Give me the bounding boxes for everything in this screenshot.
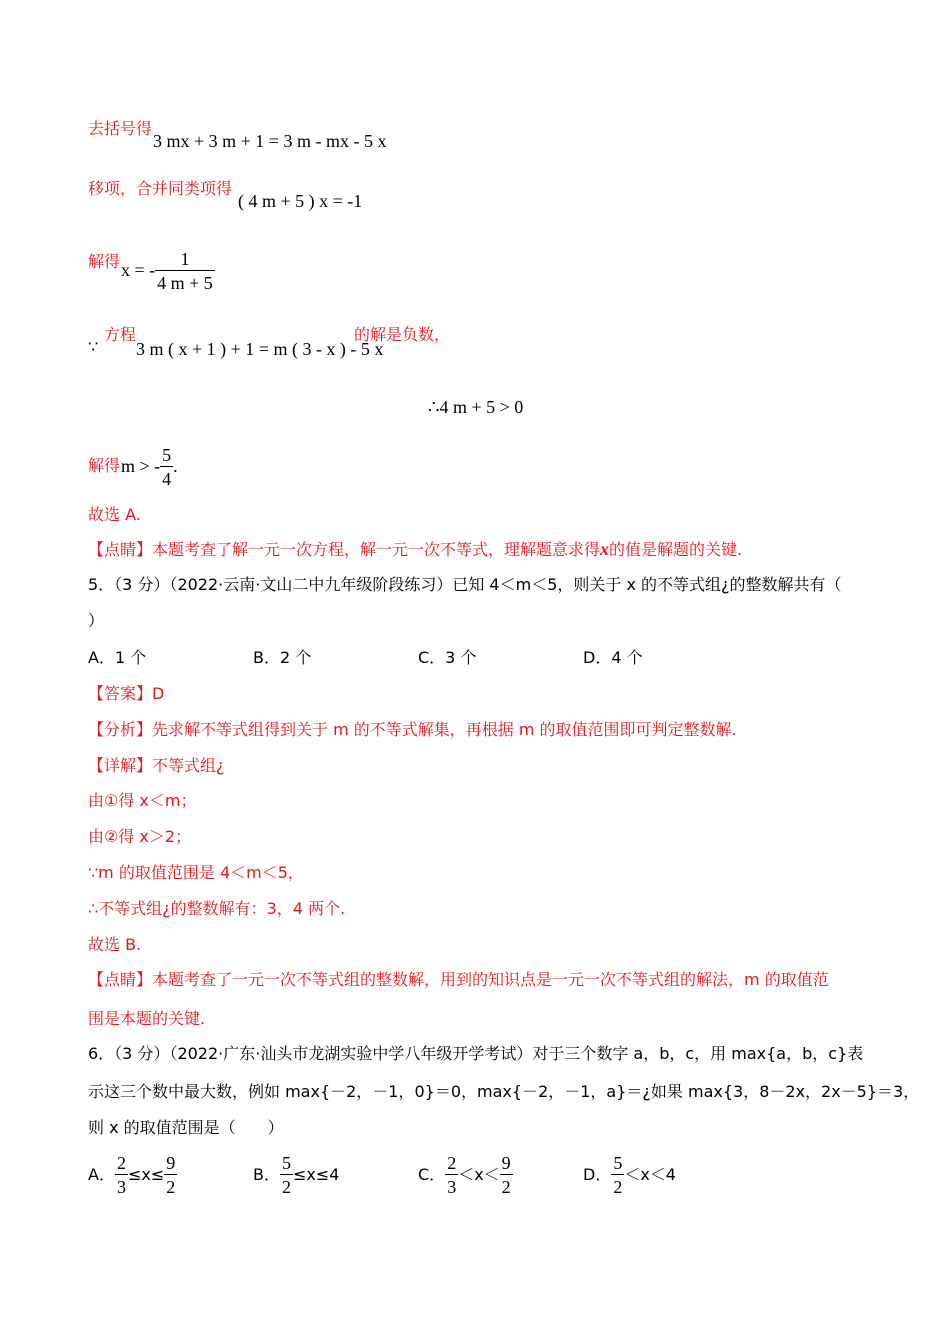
comment-post: 的值是解题的关键. <box>609 540 743 559</box>
q5-detail-line4: ∴不等式组¿的整数解有：3，4 两个. <box>88 899 346 918</box>
q6-a-label: A． <box>88 1165 115 1184</box>
q5-comment-line1 <box>88 969 829 991</box>
q6-stem-line2: 示这三个数中最大数，例如 max{－2，－1，0}＝0，max{－2，－1，a}＝¿如果 max{3，8－2x，2x－5}＝3， <box>88 1082 920 1101</box>
q6-b-frac1 <box>280 1152 293 1199</box>
q6-c-num1: 2 <box>447 1153 457 1173</box>
q5-analysis <box>88 719 737 741</box>
step1-equation: 3 mx + 3 m + 1 = 3 m - mx - 5 x <box>153 131 387 151</box>
q6-c-frac1 <box>445 1152 458 1199</box>
q6-c-den2: 2 <box>500 1174 513 1199</box>
q6-a-den1: 3 <box>115 1174 128 1199</box>
q5-option-d[interactable]: D．4 个 <box>583 648 643 667</box>
q5-detail <box>88 755 225 777</box>
q5-option-b[interactable]: B．2 个 <box>253 648 312 667</box>
analysis-text: 先求解不等式组得到关于 m 的不等式解集，再根据 m 的取值范围即可判定整数解. <box>152 720 737 739</box>
step4-label: 解得 <box>88 456 121 475</box>
q6-c-den1: 3 <box>445 1174 458 1199</box>
therefore-inequality: ∴4 m + 5 > 0 <box>428 397 524 417</box>
equation-expression: 3 m ( x + 1 ) + 1 = m ( 3 - x ) - 5 x <box>136 339 384 359</box>
answer-value: D <box>152 684 165 703</box>
q5-detail-line5: 故选 B. <box>88 935 142 954</box>
q6-a-num2: 9 <box>166 1153 176 1173</box>
step1-label: 去括号得 <box>88 119 153 138</box>
q6-b-mid: ≤x≤4 <box>292 1165 340 1184</box>
step3-label: 解得 <box>88 252 121 271</box>
detail-tag: 【详解】 <box>88 756 153 775</box>
q6-option-c[interactable] <box>418 1152 513 1199</box>
step4-expression <box>121 442 178 491</box>
comment-pre: 本题考查了解一元一次方程，解一元一次不等式，理解题意求得 <box>152 540 601 559</box>
detail-text: 不等式组¿ <box>152 756 225 775</box>
q6-b-den1: 2 <box>280 1174 293 1199</box>
q6-a-num1: 2 <box>116 1153 126 1173</box>
step4-fraction <box>160 444 173 491</box>
q6-b-label: B． <box>253 1165 280 1184</box>
step4-lhs: m > - <box>121 456 161 476</box>
q6-option-b[interactable] <box>253 1152 339 1199</box>
q6-b-num1: 5 <box>281 1153 291 1173</box>
q5-answer <box>88 683 164 705</box>
q6-d-frac1 <box>611 1152 624 1199</box>
step3-expression <box>121 246 215 295</box>
q6-a-den2: 2 <box>164 1174 177 1199</box>
sol4-comment <box>88 538 742 561</box>
q6-stem-line3: 则 x 的取值范围是（ ） <box>88 1118 284 1137</box>
equation-label: 方程 <box>104 325 137 344</box>
q5-detail-line1: 由①得 x＜m； <box>88 791 197 810</box>
comment-tag: 【点睛】 <box>88 540 153 559</box>
step3-lhs: x = - <box>121 260 156 280</box>
q6-d-mid: ＜x＜4 <box>624 1165 676 1184</box>
q6-a-frac1 <box>115 1152 128 1199</box>
q6-a-frac2 <box>164 1152 177 1199</box>
q5-option-c[interactable]: C．3 个 <box>418 648 477 667</box>
q6-option-a[interactable] <box>88 1152 177 1199</box>
answer-tag: 【答案】 <box>88 684 153 703</box>
q6-c-frac2 <box>500 1152 513 1199</box>
q5-stem-line1: 5．（3 分）（2022·云南·文山二中九年级阶段练习）已知 4＜m＜5，则关于 x 的不等式组¿的整数解共有（ <box>88 575 842 594</box>
q5-stem-line2: ） <box>88 611 105 630</box>
q5-comment-text: 本题考查了一元一次不等式组的整数解，用到的知识点是一元一次不等式组的解法，m 的取值范 <box>152 970 829 989</box>
q5-detail-line3: ∵m 的取值范围是 4＜m＜5， <box>88 863 304 882</box>
step3-numerator: 1 <box>180 249 190 270</box>
step2-label: 移项，合并同类项得 <box>88 179 233 198</box>
q6-option-d[interactable] <box>583 1152 676 1199</box>
step4-end: . <box>173 456 178 476</box>
q5-comment-tag: 【点睛】 <box>88 970 153 989</box>
step3-denominator: 4 m + 5 <box>155 270 215 295</box>
step3-fraction <box>155 248 215 295</box>
analysis-tag: 【分析】 <box>88 720 153 739</box>
q5-detail-line2: 由②得 x＞2； <box>88 827 192 846</box>
equation-suffix: 的解是负数， <box>354 325 451 344</box>
because-symbol: ∵ <box>88 337 99 356</box>
q6-a-mid: ≤x≤ <box>127 1165 165 1184</box>
step4-numerator: 5 <box>162 445 172 466</box>
step4-denominator: 4 <box>160 466 173 491</box>
step2-equation: ( 4 m + 5 ) x = -1 <box>238 191 363 211</box>
q5-comment-line2: 围是本题的关键. <box>88 1009 206 1028</box>
q6-c-mid: ＜x＜ <box>458 1165 500 1184</box>
q6-stem-line1: 6．（3 分）（2022·广东·汕头市龙湖实验中学八年级开学考试）对于三个数字 a，b，c，用 max{a，b，c}表 <box>88 1044 864 1063</box>
q6-c-label: C． <box>418 1165 446 1184</box>
q6-d-label: D． <box>583 1165 612 1184</box>
sol4-choose: 故选 A. <box>88 505 141 524</box>
q6-c-num2: 9 <box>501 1153 511 1173</box>
q6-d-den1: 2 <box>611 1174 624 1199</box>
q5-option-a[interactable]: A．1 个 <box>88 648 147 667</box>
comment-var: x <box>600 539 610 559</box>
q6-d-num1: 5 <box>613 1153 623 1173</box>
